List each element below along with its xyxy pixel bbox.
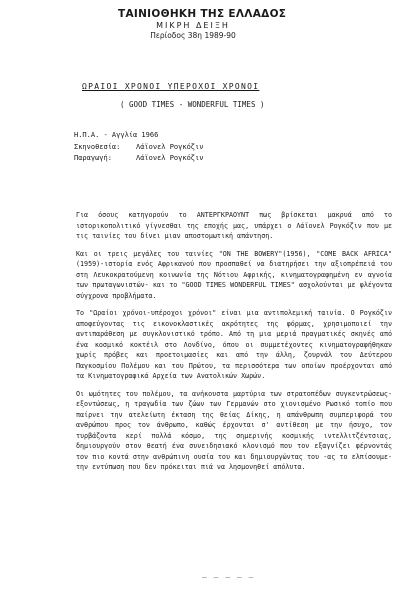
separator-dashes: _ _ _ _ _	[202, 569, 255, 578]
director-line	[74, 143, 203, 151]
director-name: Λάϊονελ Ρογκόζιν	[136, 143, 204, 151]
director-label: Σκηνοθεσία:	[74, 143, 121, 151]
paragraph: Το "Ωραίοι χρόνοι-υπέροχοι χρόνοι" είναι μια αντιπολεμική ταινία. Ο Ρογκόζιν αποφεύγοντας τις εικονοκλαστικές ακρότητες της φόρμας, χρησιμοποιεί την αντιπαράθεση με συγκλονιστικό τρόπο. Από τη μια μεριά πραγματικές σκηνές από ένα κοσμικό κοκτέιλ στο Λονδίνο, όπου οι συμμετέχοντες κινηματογραφήθηκαν χωρίς πρόβες και προετοιμασίες και από την άλλη, ζουρνάλ του Δεύτερου Παγκοσμίου Πολέμου και του Πρώτου, τα περισσότερα των οποίων προέρχονται από τα Κινηματογραφικά Αρχεία των Ανατολικών Χωρών.	[76, 309, 392, 380]
producer-name: Λάϊονελ Ρογκόζιν	[136, 154, 204, 162]
organization-name: ΤΑΙΝΙΟΘΗΚΗ ΤΗΣ ΕΛΛΑΔΟΣ	[118, 8, 287, 20]
film-title-greek: ΩΡΑΙΟΙ ΧΡΟΝΟΙ ΥΠΕΡΟΧΟΙ ΧΡΟΝΟΙ	[82, 82, 260, 91]
country-year-line: Η.Π.Α. - Αγγλία 1966	[74, 131, 159, 139]
paragraph: Οι ωμότητες του πολέμου, τα ανήκουστα μαρτύρια των στρατοπέδων συγκεντρώσεως-εξοντώσεως, η τραγωδία των ζώων των Γερμανών στο χιονισμένο Ρωσικό τοπίο που παίρνει την ατελείωτη έκταση της θείας Δίκης, η απάνθρωπη συμπεριφορά του ανθρώπου προς τον άνθρωπο, καθώς έρχονται σ' αντίθεση με την ήσυχο, τον τυρβάζοντα κερί πολλά κόσμο, της σημερινής κοσμικής ιντελλιτζέντσιας, δημιουργούν στον θεατή ένα συνειδησιακό κλονισμό που τον εξαγνίζει φέρνοντάς τον πιο κοντά στην ανθρώπινη ουσία του και δημιουργώντας του -ας το ελπίσουμε- την εντύπωση που δεν πρόκειται πιά να λησμονηθεί απόλυτα.	[76, 389, 392, 471]
producer-line	[74, 154, 203, 162]
paragraph: Για όσους κατηγορούν το ΑΝΤΕΡΓΚΡΑΟΥΝΤ πως βρίσκεται μακρυά από το ιστορικοπολιτικό γίγνεσθαι της εποχής μας, υπάρχει ο Λάϊονελ Ρογκόζιν που με τις ταινίες του δίνει μιαν αποστομωτική απάντηση.	[76, 211, 392, 240]
period-line: Περίοδος 38η 1989-90	[150, 31, 236, 40]
body-text	[76, 210, 392, 480]
series-name: ΜΙΚΡΗ ΔΕΙΞΗ	[156, 21, 230, 30]
film-title-english: ( GOOD TIMES - WONDERFUL TIMES )	[120, 100, 265, 109]
paragraph: Και οι τρεις μεγάλες του ταινίες "ON THE BOWERY"(1956), "COME BACK AFRICA"(1959)-ιστορία ενός Αφρικανού που προσπαθεί να διατηρήσει την αξιοπρέπειά του στη Λευκοκρατούμενη κοινωνία της Νότιου Αφρικής, κινηματογραφημένη εν αγνοία των πρωταγωνιστών- και το "GOOD TIMES WONDERFUL TIMES" ασχολούνται με φλέγοντα σύγχρονα προβλήματα.	[76, 249, 392, 300]
producer-label: Παραγωγή:	[74, 154, 112, 162]
letterhead	[118, 8, 287, 40]
